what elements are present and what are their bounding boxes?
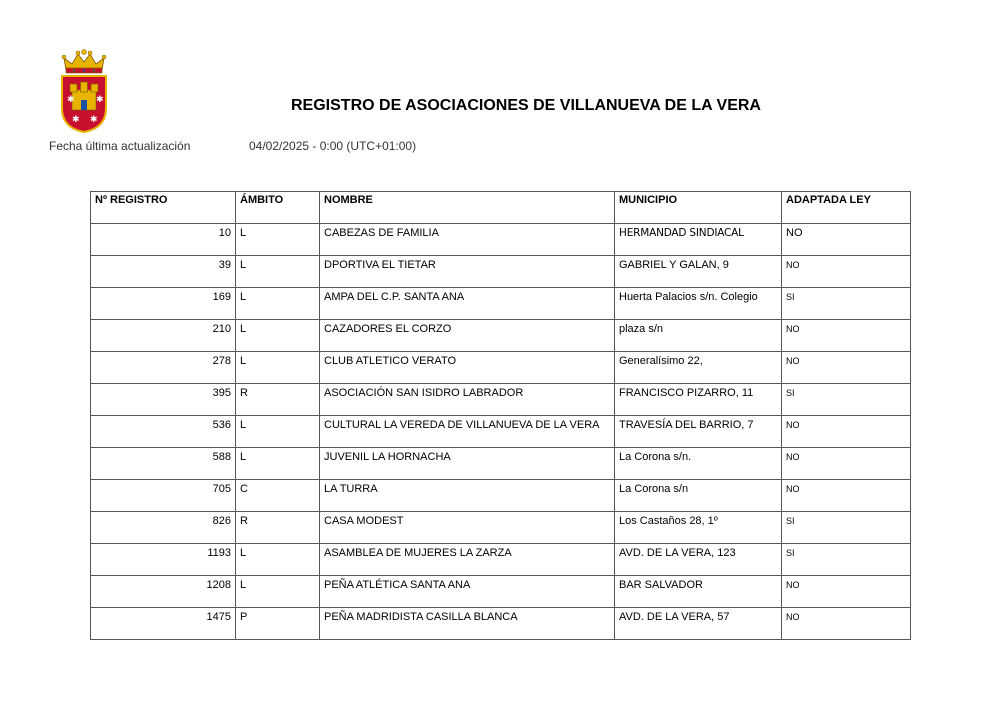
cell-municipio: FRANCISCO PIZARRO, 11 (615, 384, 782, 416)
table-row (91, 512, 911, 544)
update-date-label: Fecha última actualización (49, 139, 191, 153)
cell-registro: 10 (91, 224, 236, 256)
cell-nombre: PEÑA MADRIDISTA CASILLA BLANCA (320, 608, 615, 640)
cell-ambito: L (236, 448, 320, 480)
column-header-registro: Nº REGISTRO (91, 192, 236, 224)
cell-nombre: CASA MODEST (320, 512, 615, 544)
cell-ambito: L (236, 352, 320, 384)
cell-adaptada: SI (782, 384, 911, 416)
cell-municipio: Generalísimo 22, (615, 352, 782, 384)
cell-adaptada: NO (782, 608, 911, 640)
column-header-adaptada: ADAPTADA LEY (782, 192, 911, 224)
cell-ambito: L (236, 416, 320, 448)
cell-municipio: La Corona s/n (615, 480, 782, 512)
cell-ambito: C (236, 480, 320, 512)
table-row (91, 256, 911, 288)
coat-of-arms-icon (56, 48, 112, 134)
table-row (91, 608, 911, 640)
cell-adaptada: SI (782, 288, 911, 320)
cell-municipio: AVD. DE LA VERA, 57 (615, 608, 782, 640)
cell-nombre: JUVENIL LA HORNACHA (320, 448, 615, 480)
column-header-ambito: ÁMBITO (236, 192, 320, 224)
cell-ambito: L (236, 256, 320, 288)
table-row (91, 384, 911, 416)
column-header-nombre: NOMBRE (320, 192, 615, 224)
cell-nombre: CAZADORES EL CORZO (320, 320, 615, 352)
cell-ambito: P (236, 608, 320, 640)
cell-ambito: R (236, 512, 320, 544)
cell-municipio: GABRIEL Y GALAN, 9 (615, 256, 782, 288)
cell-ambito: L (236, 576, 320, 608)
table-row (91, 352, 911, 384)
associations-table (90, 191, 911, 640)
cell-nombre: PEÑA ATLÉTICA SANTA ANA (320, 576, 615, 608)
table-header-row (91, 192, 911, 224)
update-date-value: 04/02/2025 - 0:00 (UTC+01:00) (249, 139, 417, 153)
svg-text:✱: ✱ (72, 115, 80, 125)
table-row (91, 224, 911, 256)
cell-adaptada: NO (782, 352, 911, 384)
table-row (91, 576, 911, 608)
cell-registro: 536 (91, 416, 236, 448)
cell-ambito: L (236, 544, 320, 576)
cell-nombre: LA TURRA (320, 480, 615, 512)
cell-registro: 588 (91, 448, 236, 480)
cell-nombre: CLUB ATLETICO VERATO (320, 352, 615, 384)
cell-nombre: ASOCIACIÓN SAN ISIDRO LABRADOR (320, 384, 615, 416)
cell-municipio: HERMANDAD SINDIACAL (615, 224, 782, 256)
cell-adaptada: NO (782, 448, 911, 480)
cell-registro: 705 (91, 480, 236, 512)
page-title: REGISTRO DE ASOCIACIONES DE VILLANUEVA DE LA VERA (291, 97, 761, 114)
cell-registro: 1193 (91, 544, 236, 576)
cell-ambito: L (236, 224, 320, 256)
cell-registro: 1475 (91, 608, 236, 640)
table-row (91, 288, 911, 320)
cell-adaptada: NO (782, 320, 911, 352)
table-row (91, 480, 911, 512)
cell-nombre: DPORTIVA EL TIETAR (320, 256, 615, 288)
cell-ambito: L (236, 288, 320, 320)
svg-text:✱: ✱ (96, 95, 104, 105)
table-row (91, 544, 911, 576)
cell-registro: 278 (91, 352, 236, 384)
cell-nombre: AMPA DEL C.P. SANTA ANA (320, 288, 615, 320)
cell-registro: 210 (91, 320, 236, 352)
cell-nombre: CABEZAS DE FAMILIA (320, 224, 615, 256)
cell-adaptada: NO (782, 576, 911, 608)
cell-municipio: AVD. DE LA VERA, 123 (615, 544, 782, 576)
cell-municipio: BAR SALVADOR (615, 576, 782, 608)
cell-municipio: Huerta Palacios s/n. Colegio (615, 288, 782, 320)
cell-adaptada: NO (782, 224, 911, 256)
cell-ambito: L (236, 320, 320, 352)
cell-registro: 395 (91, 384, 236, 416)
cell-adaptada: NO (782, 416, 911, 448)
cell-nombre: ASAMBLEA DE MUJERES LA ZARZA (320, 544, 615, 576)
column-header-municipio: MUNICIPIO (615, 192, 782, 224)
table-row (91, 320, 911, 352)
cell-registro: 169 (91, 288, 236, 320)
svg-text:✱: ✱ (90, 115, 98, 125)
cell-adaptada: SI (782, 512, 911, 544)
cell-municipio: La Corona s/n. (615, 448, 782, 480)
cell-adaptada: NO (782, 480, 911, 512)
cell-adaptada: NO (782, 256, 911, 288)
table-row (91, 416, 911, 448)
cell-registro: 39 (91, 256, 236, 288)
cell-registro: 826 (91, 512, 236, 544)
cell-registro: 1208 (91, 576, 236, 608)
cell-municipio: plaza s/n (615, 320, 782, 352)
svg-text:✱: ✱ (67, 95, 75, 105)
cell-municipio: Los Castaños 28, 1º (615, 512, 782, 544)
cell-adaptada: SI (782, 544, 911, 576)
table-row (91, 448, 911, 480)
cell-nombre: CULTURAL LA VEREDA DE VILLANUEVA DE LA VERA (320, 416, 615, 448)
cell-ambito: R (236, 384, 320, 416)
cell-municipio: TRAVESÍA DEL BARRIO, 7 (615, 416, 782, 448)
